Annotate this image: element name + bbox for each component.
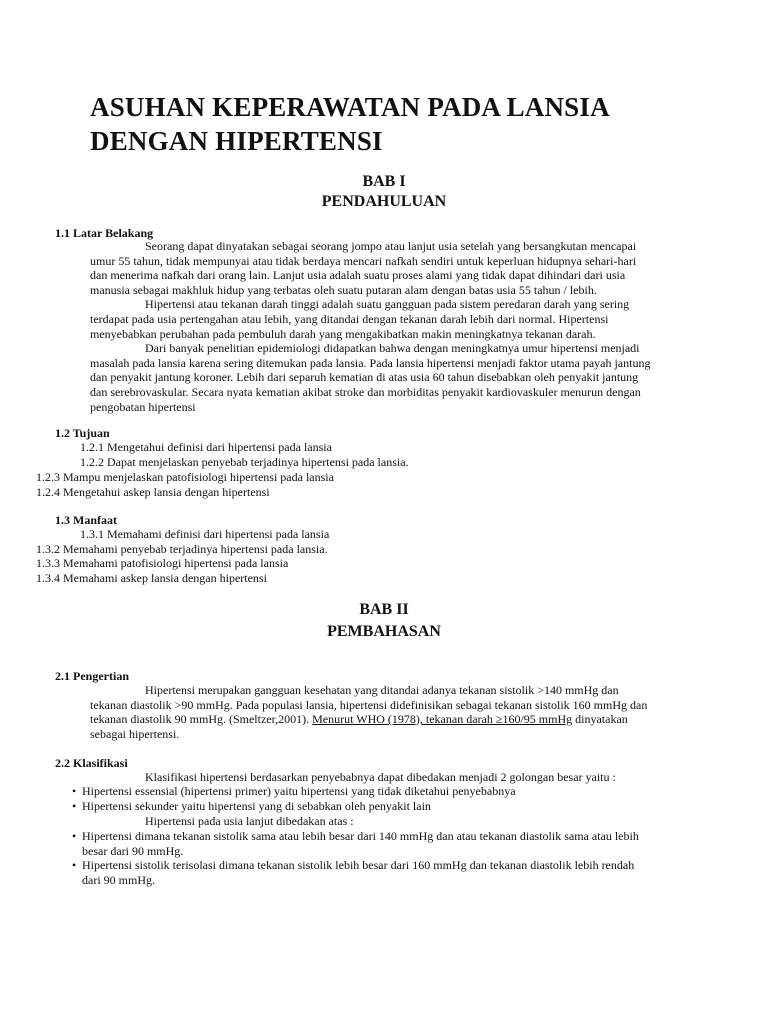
section-1-1-body bbox=[90, 239, 650, 414]
chapter-1-heading bbox=[0, 172, 768, 212]
body-line: dan penyakit jantung koroner. Lebih dari separuh kematian di atas usia 60 tahun disebabkan oleh penyakit jantung bbox=[90, 370, 639, 385]
list-item bbox=[72, 858, 639, 887]
body-line: Hipertensi merupakan gangguan kesehatan yang ditandai adanya tekanan sistolik >140 mmHg dan bbox=[145, 683, 619, 697]
who-definition-text: Menurut WHO (1978), tekanan darah ≥160/95 mmHg bbox=[312, 712, 573, 727]
list-item-text: besar dari 90 mmHg. bbox=[82, 843, 184, 858]
list-item: 1.2.3 Mampu menjelaskan patofisiologi hipertensi pada lansia bbox=[36, 470, 334, 484]
title-line-2: DENGAN HIPERTENSI bbox=[90, 126, 383, 156]
list-item: 1.3.4 Memahami askep lansia dengan hipertensi bbox=[36, 571, 267, 585]
body-line: tekanan diastolik >90 mmHg. Pada populasi lansia, hipertensi didefinisikan sebagai tekanan sistolik 160 mmHg dan bbox=[90, 697, 648, 712]
chapter-2-number: BAB II bbox=[359, 601, 409, 618]
classification-bullets bbox=[72, 784, 516, 813]
list-item-text: Hipertensi dimana tekanan sistolik sama atau lebih besar dari 140 mmHg dan atau tekanan diastolik sama atau lebih bbox=[82, 829, 639, 843]
section-1-2-heading: 1.2 Tujuan bbox=[55, 426, 110, 440]
elderly-classification-bullets bbox=[72, 829, 639, 887]
body-line: Klasifikasi hipertensi berdasarkan penyebabnya dapat dibedakan menjadi 2 golongan besar yaitu : bbox=[145, 770, 616, 784]
list-item: 1.2.1 Mengetahui definisi dari hipertensi pada lansia bbox=[80, 440, 332, 454]
body-line: Dari banyak penelitian epidemiologi didapatkan bahwa dengan meningkatnya umur hipertensi menjadi bbox=[145, 341, 640, 356]
body-text: dinyatakan bbox=[572, 712, 628, 727]
body-line: sebagai hipertensi. bbox=[90, 726, 180, 741]
list-item: 1.3.3 Memahami patofisiologi hipertensi pada lansia bbox=[36, 556, 289, 570]
chapter-1-name: PENDAHULUAN bbox=[321, 193, 447, 210]
list-item-text: dari 90 mmHg. bbox=[82, 872, 155, 887]
body-line: Hipertensi atau tekanan darah tinggi adalah suatu gangguan pada sistem peredaran darah yang sering bbox=[145, 297, 630, 312]
body-line: umur 55 tahun, tidak mempunyai atau tidak berdaya mencari nafkah sendiri untuk keperluan hidupnya sehari-hari bbox=[90, 253, 637, 268]
body-line: dan menerima nafkah dari orang lain. Lanjut usia adalah suatu proses alami yang tidak dapat dihindari dari usia bbox=[90, 268, 626, 283]
body-line: manusia sebagai makhluk hidup yang terbatas oleh suatu putaran alam dengan batas usia 55 tahun / lebih. bbox=[90, 282, 597, 297]
chapter-2-heading bbox=[0, 600, 768, 642]
section-2-1-body bbox=[90, 683, 647, 741]
bullet-icon: • bbox=[72, 798, 77, 813]
list-item: 1.3.2 Memahami penyebab terjadinya hipertensi pada lansia. bbox=[36, 542, 328, 556]
chapter-2-name: PEMBAHASAN bbox=[327, 623, 441, 640]
list-item-text: Hipertensi essensial (hipertensi primer) yaitu hipertensi yang tidak diketahui penyebabnya bbox=[82, 784, 516, 798]
document-title bbox=[90, 90, 710, 158]
body-line: Seorang dapat dinyatakan sebagai seorang jompo atau lanjut usia setelah yang bersangkutan mencapai bbox=[145, 239, 637, 253]
body-line: menyebabkan perubahan pada pembuluh darah yang mengakibatkan makin meningkatnya tekanan darah. bbox=[90, 326, 596, 341]
bullet-icon: • bbox=[72, 858, 77, 873]
body-line: pengobatan hipertensi bbox=[90, 399, 196, 414]
list-item: 1.3.1 Memahami definisi dari hipertensi pada lansia bbox=[80, 527, 330, 541]
section-1-3-heading: 1.3 Manfaat bbox=[55, 513, 117, 527]
section-2-1-heading: 2.1 Pengertian bbox=[55, 669, 129, 683]
body-line: Hipertensi pada usia lanjut dibedakan atas : bbox=[145, 814, 354, 828]
body-line bbox=[90, 712, 647, 727]
body-line: masalah pada lansia karena sering ditemukan pada lansia. Pada lansia hipertensi menjadi faktor utama payah jantung bbox=[90, 355, 651, 370]
body-line: dan serebrovaskular. Secara nyata kematian akibat stroke dan morbiditas penyakit kardiovaskuler menurun dengan bbox=[90, 384, 641, 399]
body-line: terdapat pada usia pertengahan atau lebih, yang ditandai dengan tekanan darah lebih dari normal. Hipertensi bbox=[90, 311, 609, 326]
bullet-icon: • bbox=[72, 784, 77, 798]
section-1-1-heading: 1.1 Latar Belakang bbox=[55, 226, 154, 240]
list-item-text: Hipertensi sistolik terisolasi dimana tekanan sistolik lebih besar dari 160 mmHg dan tekanan diastolik lebih rendah bbox=[82, 858, 635, 873]
chapter-1-number: BAB I bbox=[362, 173, 406, 190]
list-item bbox=[72, 799, 516, 814]
list-item-text: Hipertensi sekunder yaitu hipertensi yang di sebabkan oleh penyakit lain bbox=[82, 798, 431, 813]
list-item bbox=[72, 784, 516, 799]
title-line-1: ASUHAN KEPERAWATAN PADA LANSIA bbox=[90, 92, 610, 122]
section-2-2-heading: 2.2 Klasifikasi bbox=[55, 756, 128, 770]
list-item: 1.2.4 Mengetahui askep lansia dengan hipertensi bbox=[36, 485, 270, 499]
body-text: tekanan diastolik 90 mmHg. (Smeltzer,2001). bbox=[90, 712, 313, 727]
list-item bbox=[72, 829, 639, 858]
bullet-icon: • bbox=[72, 829, 77, 843]
list-item: 1.2.2 Dapat menjelaskan penyebab terjadinya hipertensi pada lansia. bbox=[80, 455, 409, 469]
